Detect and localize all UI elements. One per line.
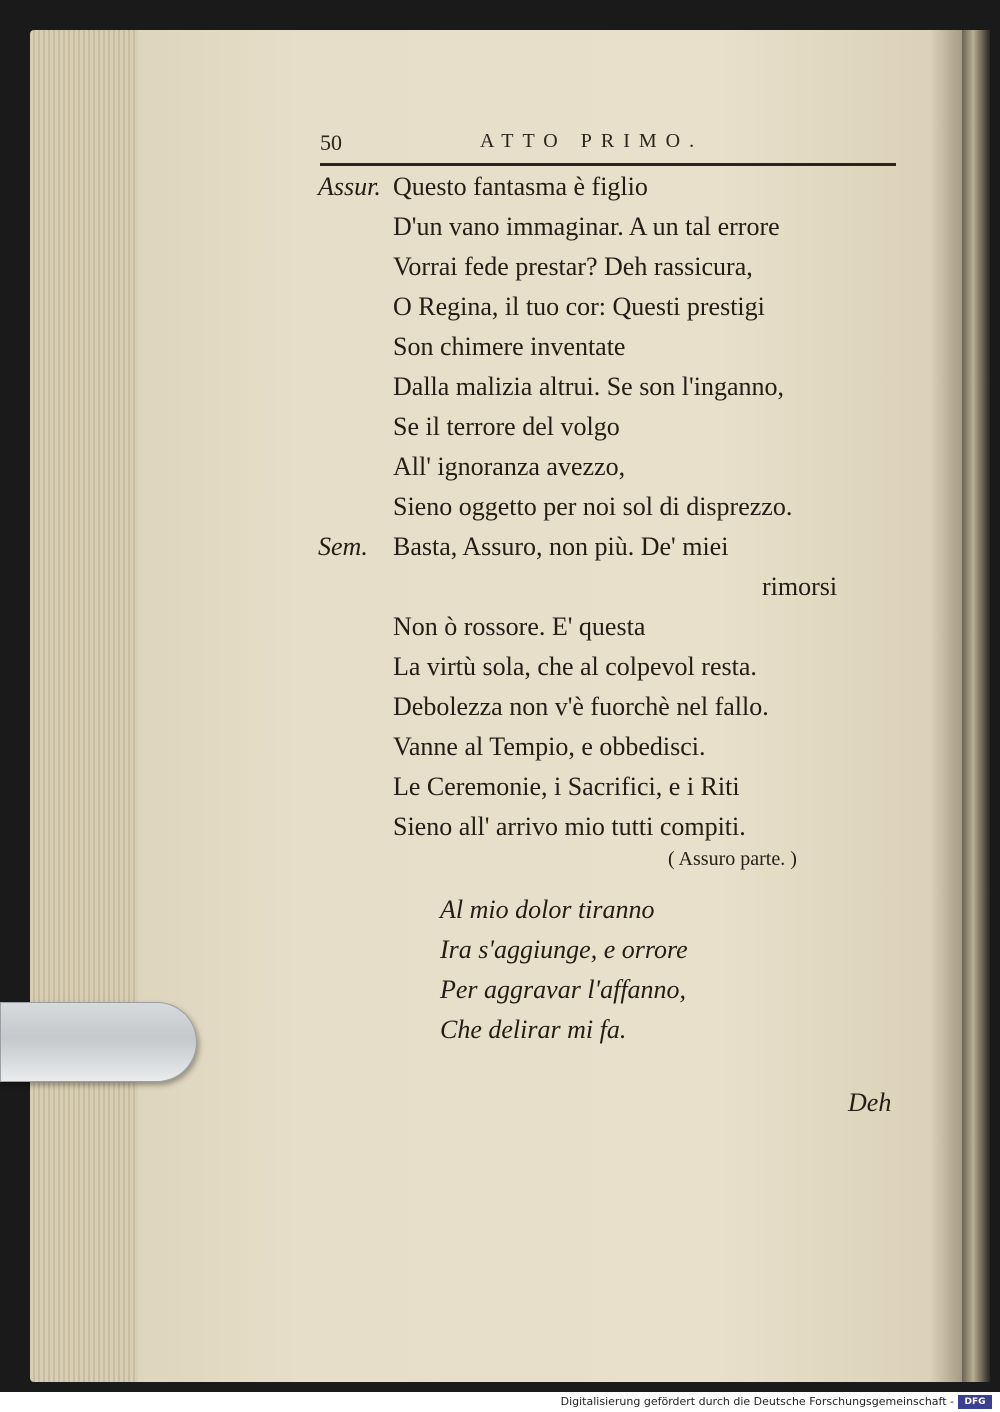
speaker-assur: Assur. <box>318 172 381 201</box>
footer-credit: Digitalisierung gefördert durch die Deutsche Forschungsgemeinschaft - <box>560 1395 954 1408</box>
verse-continuation: rimorsi <box>762 572 838 601</box>
verse-line: Sieno all' arrivo mio tutti compiti. <box>393 812 746 841</box>
running-head <box>320 128 900 162</box>
verse-line: D'un vano immaginar. A un tal errore <box>393 212 780 241</box>
stage-direction: ( Assuro parte. ) <box>668 848 797 870</box>
aria-line: Che delirar mi fa. <box>440 1015 627 1044</box>
verse-line: Se il terrore del volgo <box>393 412 620 441</box>
verse-line: Debolezza non v'è fuorchè nel fallo. <box>393 692 769 721</box>
dfg-logo: DFG <box>958 1395 992 1409</box>
page-gutter <box>930 30 964 1382</box>
header-rule <box>320 163 896 166</box>
verse-line: O Regina, il tuo cor: Questi prestigi <box>393 292 765 321</box>
verse-line: Le Ceremonie, i Sacrifici, e i Riti <box>393 772 740 801</box>
aria-line: Al mio dolor tiranno <box>440 895 655 924</box>
aria-line: Ira s'aggiunge, e orrore <box>440 935 688 964</box>
running-title: ATTO PRIMO. <box>480 130 704 152</box>
aria-line: Per aggravar l'affanno, <box>440 975 687 1004</box>
verse-line: Questo fantasma è figlio <box>393 172 648 201</box>
page-edge-right <box>962 30 990 1382</box>
verse-line: Dalla malizia altrui. Se son l'inganno, <box>393 372 784 401</box>
verse-line: Vanne al Tempio, e obbedisci. <box>393 732 706 761</box>
page-edges-left <box>30 30 140 1382</box>
page-number: 50 <box>320 130 342 155</box>
speaker-sem: Sem. <box>318 532 368 561</box>
verse-line: Non ò rossore. E' questa <box>393 612 646 641</box>
catchword: Deh <box>848 1088 892 1117</box>
glass-clip <box>0 1002 197 1082</box>
verse-line: Vorrai fede prestar? Deh rassicura, <box>393 252 753 281</box>
footer-bar <box>0 1392 1000 1412</box>
verse-line: Son chimere inventate <box>393 332 626 361</box>
verse-line: Basta, Assuro, non più. De' miei <box>393 532 729 561</box>
verse-line: Sieno oggetto per noi sol di disprezzo. <box>393 492 793 521</box>
verse-line: La virtù sola, che al colpevol resta. <box>393 652 757 681</box>
verse-line: All' ignoranza avezzo, <box>393 452 626 481</box>
